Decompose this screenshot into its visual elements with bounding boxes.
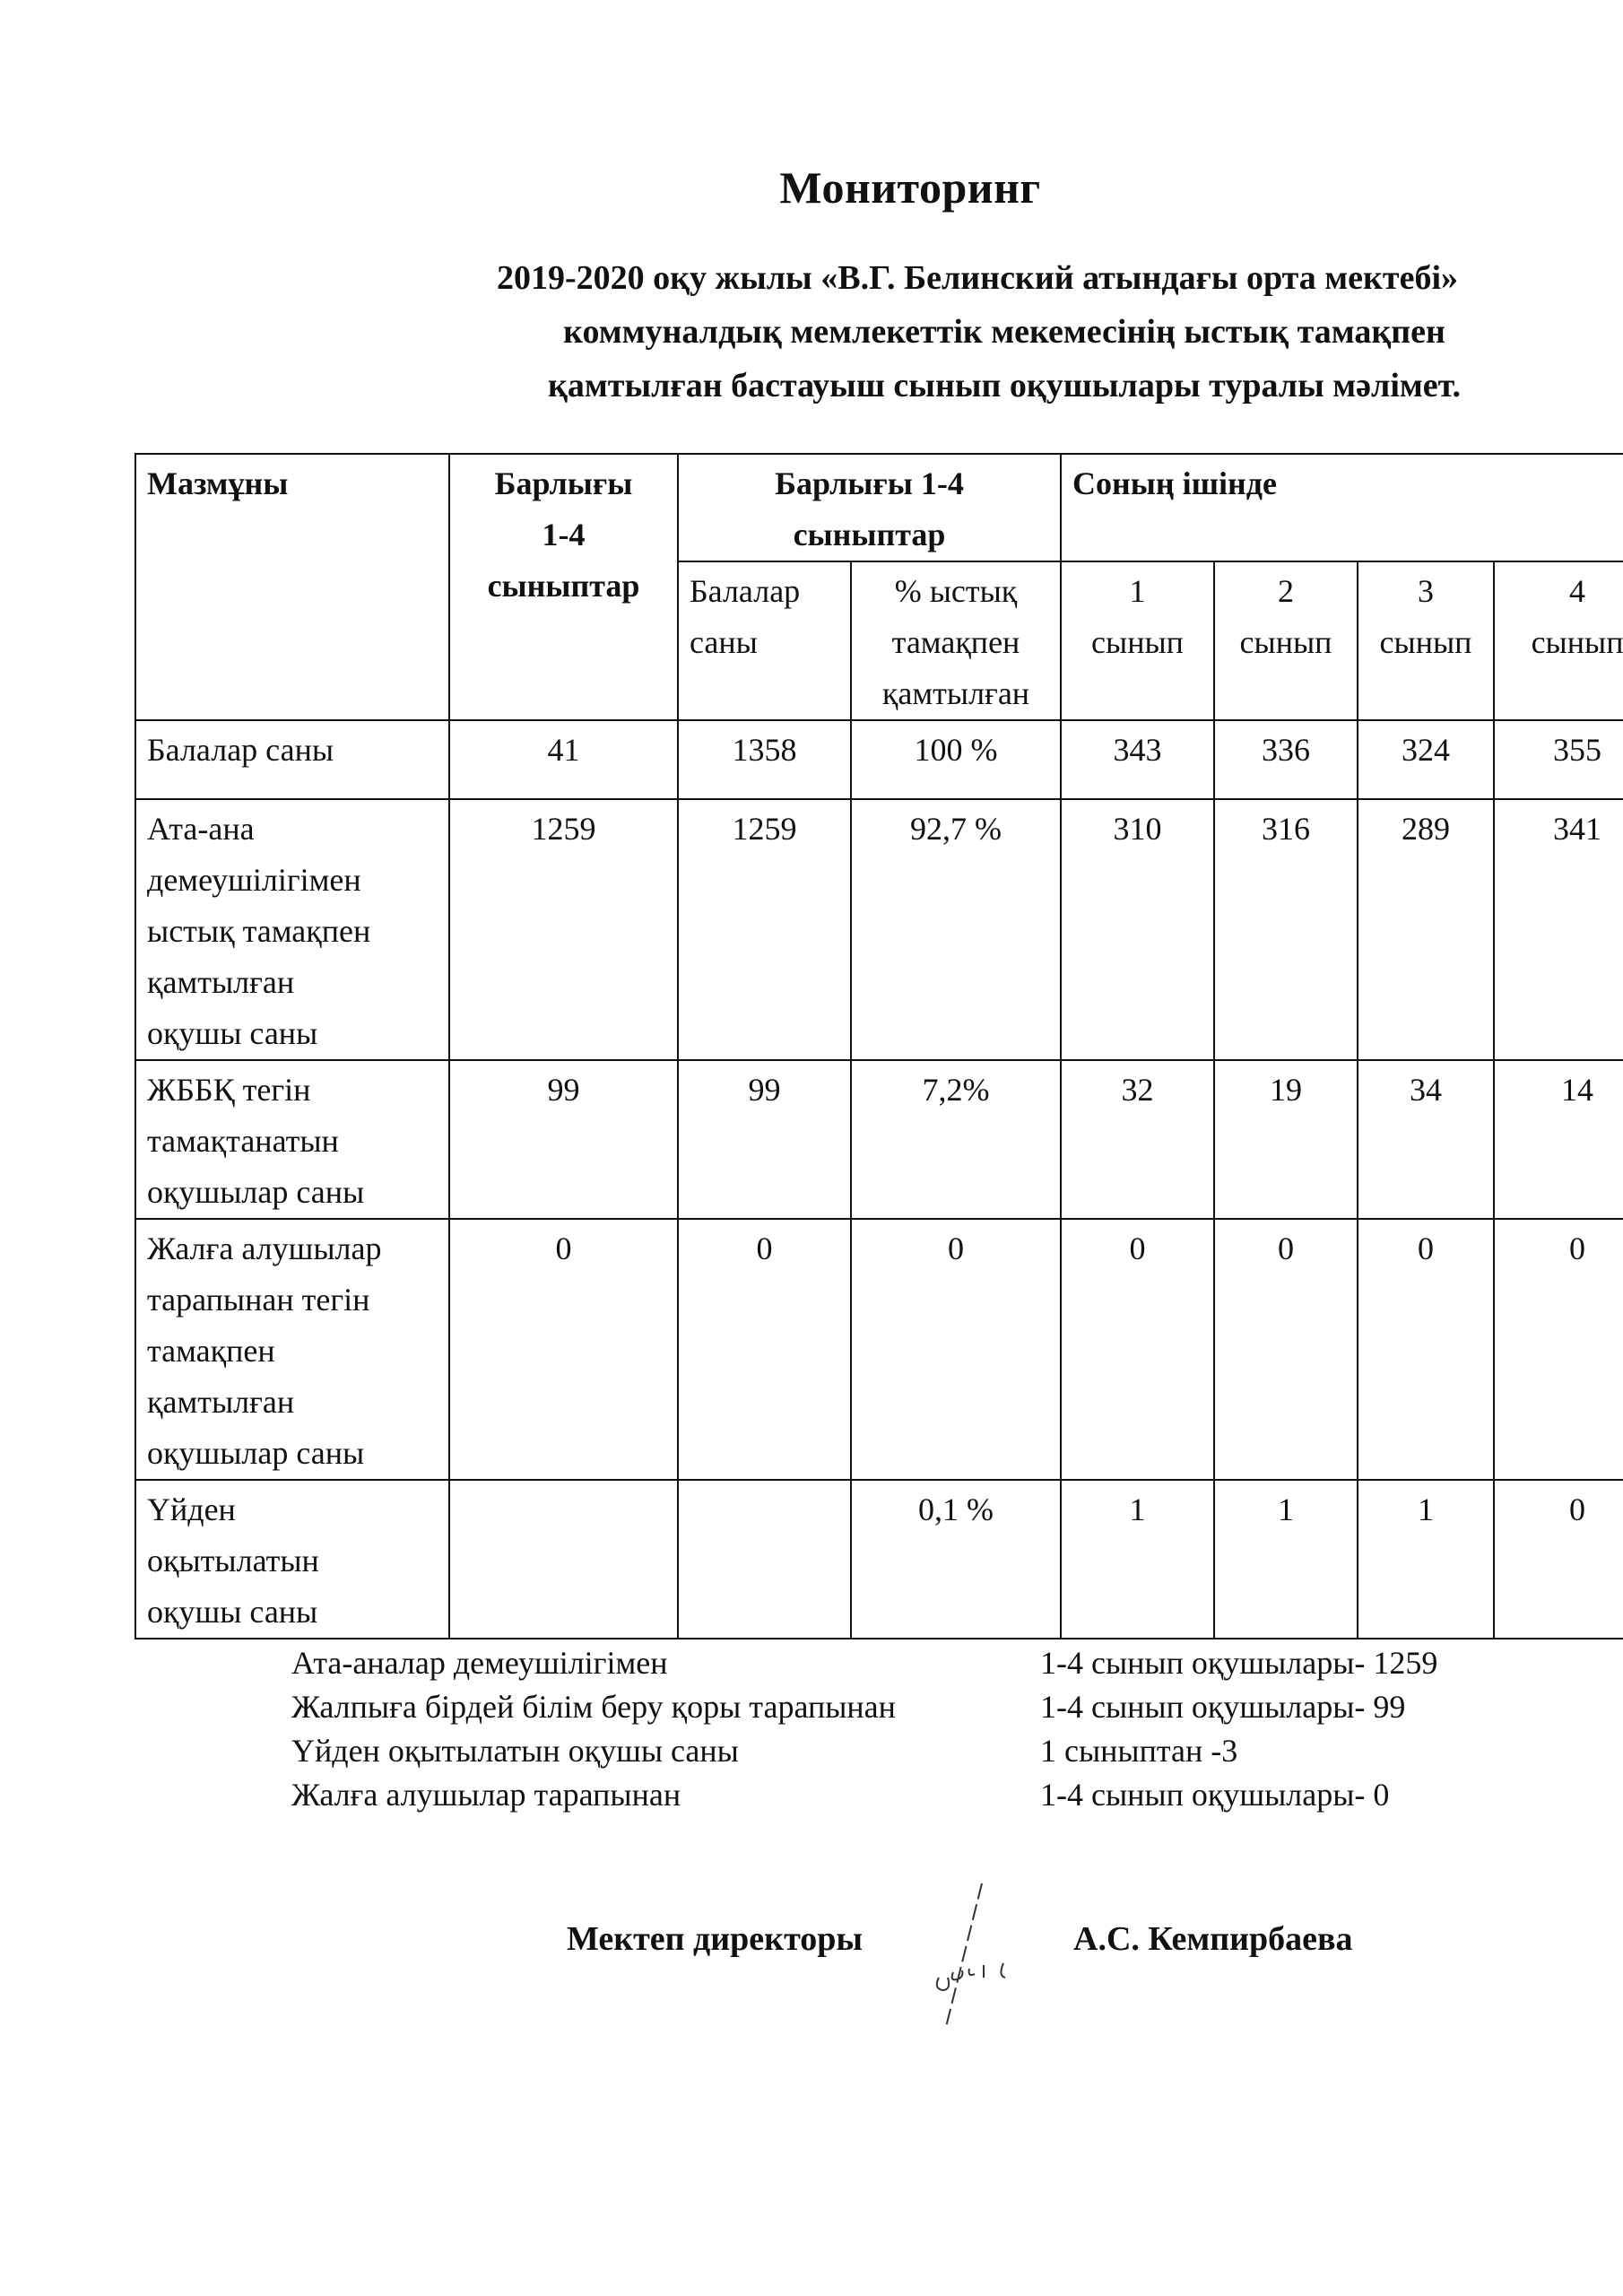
cell-g1: 32 — [1061, 1060, 1214, 1219]
header-total-group: Барлығы 1-4 сыныптар — [678, 454, 1061, 561]
row-label: Балалар саны — [135, 720, 449, 799]
cell-g2: 19 — [1214, 1060, 1358, 1219]
cell-g3: 0 — [1358, 1219, 1494, 1480]
cell-g3: 289 — [1358, 799, 1494, 1060]
cell-g4: 14 — [1494, 1060, 1623, 1219]
header-content: Мазмұны — [135, 454, 449, 720]
header-grade-4: 4 сынып — [1494, 561, 1623, 720]
cell-g1: 0 — [1061, 1219, 1214, 1480]
header-total-classes: Барлығы 1-4 сыныптар — [449, 454, 678, 720]
header-of-which: Соның ішінде — [1061, 454, 1623, 561]
handwritten-signature-icon — [928, 1879, 1054, 2031]
cell-percent: 0,1 % — [851, 1480, 1061, 1639]
table-row — [135, 1219, 1623, 1480]
table-row — [135, 1060, 1623, 1219]
cell-g3: 324 — [1358, 720, 1494, 799]
table-row — [135, 799, 1623, 1060]
cell-total — [449, 1480, 678, 1639]
cell-g2: 336 — [1214, 720, 1358, 799]
cell-percent: 0 — [851, 1219, 1061, 1480]
cell-g4: 0 — [1494, 1219, 1623, 1480]
signature-block — [567, 1919, 1353, 1959]
cell-total: 0 — [449, 1219, 678, 1480]
cell-g4: 355 — [1494, 720, 1623, 799]
subtitle-line: қамтылған бастауыш сынып оқушылары туралы мәлімет. — [548, 367, 1461, 404]
cell-g3: 1 — [1358, 1480, 1494, 1639]
header-grade-3: 3 сынып — [1358, 561, 1494, 720]
header-children-count: Балалар саны — [678, 561, 851, 720]
cell-g4: 341 — [1494, 799, 1623, 1060]
cell-total: 99 — [449, 1060, 678, 1219]
subtitle-line: коммуналдық мемлекеттік мекемесінің ыстық тамақпен — [563, 313, 1445, 351]
cell-children — [678, 1480, 851, 1639]
cell-g2: 1 — [1214, 1480, 1358, 1639]
cell-children: 99 — [678, 1060, 851, 1219]
cell-g1: 1 — [1061, 1480, 1214, 1639]
cell-g2: 0 — [1214, 1219, 1358, 1480]
cell-total: 1259 — [449, 799, 678, 1060]
cell-g3: 34 — [1358, 1060, 1494, 1219]
summary-list — [291, 1641, 1437, 1817]
signature-role: Мектеп директоры — [567, 1920, 864, 1958]
cell-g2: 316 — [1214, 799, 1358, 1060]
cell-total: 41 — [449, 720, 678, 799]
header-grade-1: 1 сынып — [1061, 561, 1214, 720]
cell-children: 1259 — [678, 799, 851, 1060]
monitoring-table — [135, 453, 1623, 1639]
cell-children: 0 — [678, 1219, 851, 1480]
row-label: ЖББҚ тегін тамақтанатын оқушылар саны — [135, 1060, 449, 1219]
cell-g4: 0 — [1494, 1480, 1623, 1639]
cell-g1: 310 — [1061, 799, 1214, 1060]
document-title: Мониторинг — [779, 162, 1041, 213]
cell-g1: 343 — [1061, 720, 1214, 799]
cell-percent: 92,7 % — [851, 799, 1061, 1060]
cell-percent: 7,2% — [851, 1060, 1061, 1219]
row-label: Ата-ана демеушілігімен ыстық тамақпен қамтылған оқушы саны — [135, 799, 449, 1060]
table-row — [135, 720, 1623, 799]
subtitle-line: 2019-2020 оқу жылы «В.Г. Белинский атындағы орта мектебі» — [496, 259, 1459, 297]
cell-children: 1358 — [678, 720, 851, 799]
table-row — [135, 1480, 1623, 1639]
header-percent-hot-meal: % ыстық тамақпен қамтылған — [851, 561, 1061, 720]
row-label: Үйден оқытылатын оқушы саны — [135, 1480, 449, 1639]
signature-name: А.С. Кемпирбаева — [1073, 1920, 1353, 1958]
header-row — [135, 454, 1623, 561]
cell-percent: 100 % — [851, 720, 1061, 799]
summary-item: Жалпыға бірдей білім беру қоры тарапынан 1-4 сынып оқушылары- 99 — [291, 1689, 1406, 1725]
summary-item: Жалға алушылар тарапынан 1-4 сынып оқушылары- 0 — [291, 1777, 1390, 1813]
document-subtitle — [395, 251, 1560, 413]
summary-item: Ата-аналар демеушілігімен 1-4 сынып оқушылары- 1259 — [291, 1645, 1438, 1681]
summary-item: Үйден оқытылатын оқушы саны 1 сыныптан -3 — [291, 1733, 1238, 1769]
header-grade-2: 2 сынып — [1214, 561, 1358, 720]
row-label: Жалға алушылар тарапынан тегін тамақпен қамтылған оқушылар саны — [135, 1219, 449, 1480]
